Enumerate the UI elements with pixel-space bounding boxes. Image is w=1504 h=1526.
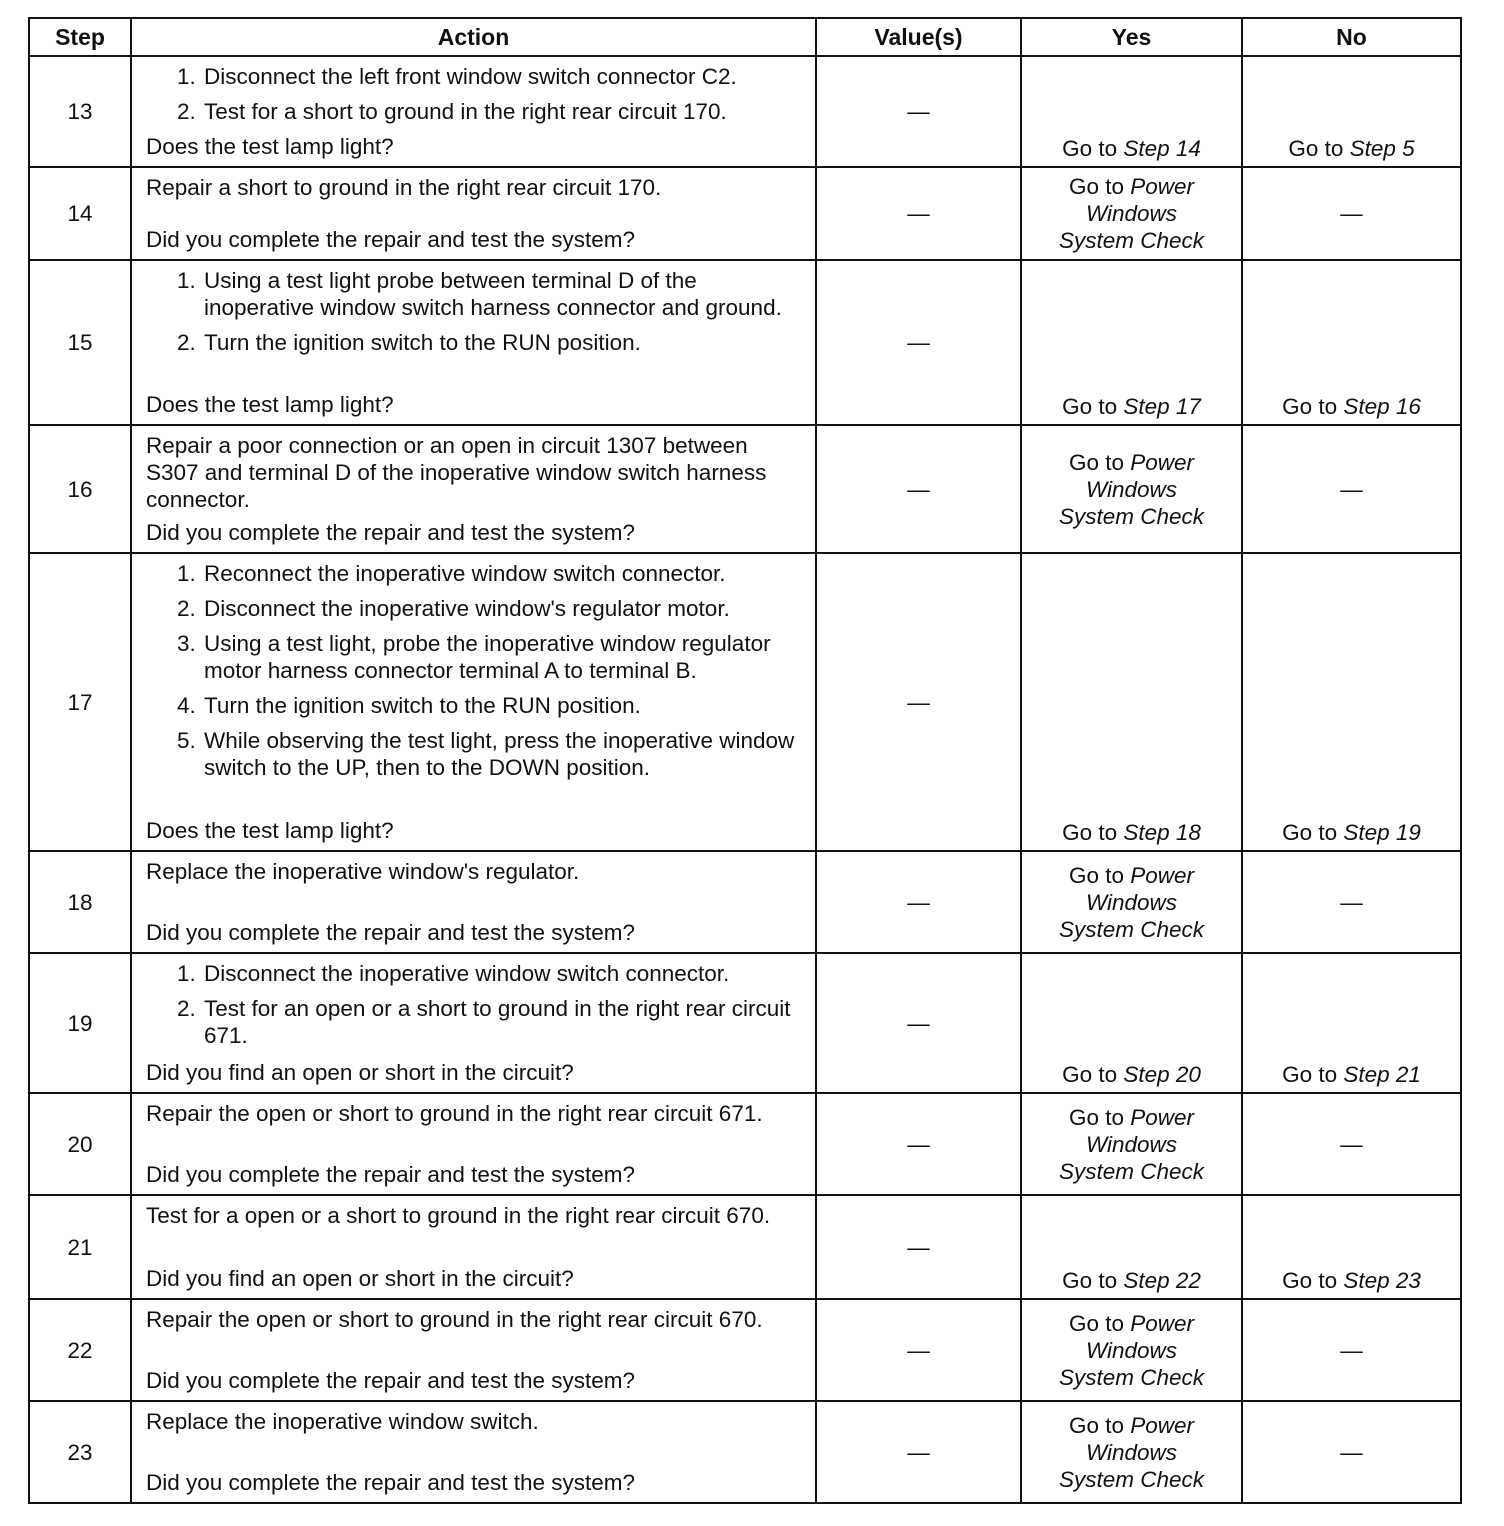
- no-cell: —: [1242, 851, 1461, 953]
- go-to-label: Go to: [1068, 1412, 1124, 1438]
- action-text: Replace the inoperative window switch.: [146, 1409, 539, 1434]
- no-reference: Step 21: [1343, 1062, 1421, 1087]
- table-row: [29, 56, 1461, 167]
- no-cell: —: [1242, 1093, 1461, 1195]
- step-number: 13: [29, 56, 131, 167]
- yes-cell: [1021, 953, 1242, 1093]
- no-reference: Step 5: [1349, 136, 1415, 161]
- action-cell: [131, 260, 816, 425]
- table-row: [29, 953, 1461, 1093]
- yes-cell: [1021, 56, 1242, 167]
- table-row: [29, 425, 1461, 553]
- action-header: Action: [131, 18, 816, 56]
- step-number: 14: [29, 167, 131, 260]
- yes-header: Yes: [1021, 18, 1242, 56]
- go-to-label: Go to: [1062, 1062, 1118, 1087]
- yes-cell: [1021, 851, 1242, 953]
- action-text: Repair a poor connection or an open in circuit 1307 between S307 and terminal D of the inoperative window switch harness connector.: [146, 433, 767, 512]
- action-question: Does the test lamp light?: [146, 818, 394, 843]
- action-step-item: 5. While observing the test light, press the inoperative window switch to the UP, then to the DOWN position.: [202, 727, 805, 781]
- action-cell: [131, 1299, 816, 1401]
- action-cell: [131, 1093, 816, 1195]
- no-cell: [1242, 1195, 1461, 1299]
- action-text: Replace the inoperative window's regulator.: [146, 859, 580, 884]
- value-cell: —: [816, 260, 1021, 425]
- value-cell: —: [816, 1401, 1021, 1503]
- action-question: Did you complete the repair and test the system?: [146, 1368, 636, 1393]
- action-cell: [131, 56, 816, 167]
- action-steps-list: [146, 63, 805, 125]
- step-number: 18: [29, 851, 131, 953]
- action-steps-list: [146, 267, 805, 356]
- action-step-item: 2. Turn the ignition switch to the RUN position.: [202, 329, 805, 356]
- step-number: 17: [29, 553, 131, 851]
- go-to-label: Go to: [1068, 174, 1124, 199]
- action-step-item: 1. Reconnect the inoperative window switch connector.: [202, 560, 805, 587]
- go-to-label: Go to: [1068, 862, 1124, 888]
- action-question: Did you complete the repair and test the system?: [146, 227, 636, 252]
- step-number: 20: [29, 1093, 131, 1195]
- action-step-item: 2. Test for a short to ground in the right rear circuit 170.: [202, 98, 805, 125]
- no-cell: —: [1242, 1299, 1461, 1401]
- diagnostic-table: [28, 17, 1462, 1504]
- go-to-label: Go to: [1282, 394, 1338, 419]
- yes-cell: [1021, 1299, 1242, 1401]
- table-row: [29, 1093, 1461, 1195]
- yes-reference: Power Windows System Check: [1058, 1310, 1205, 1390]
- yes-reference: Power Windows System Check: [1058, 1412, 1205, 1492]
- yes-reference: Power Windows System Check: [1058, 862, 1205, 942]
- action-step-item: 3. Using a test light, probe the inoperative window regulator motor harness connector terminal A to terminal B.: [202, 630, 805, 684]
- step-number: 16: [29, 425, 131, 553]
- go-to-label: Go to: [1288, 136, 1344, 161]
- action-cell: [131, 953, 816, 1093]
- value-cell: —: [816, 553, 1021, 851]
- yes-reference: Step 20: [1123, 1062, 1201, 1087]
- action-cell: [131, 851, 816, 953]
- table-row: [29, 1401, 1461, 1503]
- go-to-label: Go to: [1282, 820, 1338, 845]
- step-number: 19: [29, 953, 131, 1093]
- no-cell: [1242, 56, 1461, 167]
- yes-reference: Step 18: [1123, 820, 1201, 845]
- yes-reference: Power Windows System Check: [1058, 449, 1205, 529]
- action-step-item: 2. Test for an open or a short to ground in the right rear circuit 671.: [202, 995, 805, 1049]
- yes-reference: Step 22: [1123, 1268, 1201, 1293]
- yes-cell: [1021, 1401, 1242, 1503]
- no-cell: —: [1242, 425, 1461, 553]
- no-cell: —: [1242, 1401, 1461, 1503]
- yes-cell: [1021, 425, 1242, 553]
- step-number: 21: [29, 1195, 131, 1299]
- action-question: Did you complete the repair and test the system?: [146, 1470, 636, 1495]
- no-cell: —: [1242, 167, 1461, 260]
- yes-cell: [1021, 260, 1242, 425]
- action-question: Did you find an open or short in the circuit?: [146, 1266, 574, 1291]
- action-question: Did you complete the repair and test the system?: [146, 520, 636, 545]
- header-row: [29, 18, 1461, 56]
- action-steps-list: [146, 960, 805, 1049]
- action-question: Did you complete the repair and test the system?: [146, 920, 636, 945]
- step-number: 22: [29, 1299, 131, 1401]
- value-cell: —: [816, 953, 1021, 1093]
- go-to-label: Go to: [1062, 394, 1118, 419]
- yes-reference: Step 17: [1123, 394, 1201, 419]
- table-row: [29, 851, 1461, 953]
- go-to-label: Go to: [1282, 1062, 1338, 1087]
- table-row: [29, 167, 1461, 260]
- value-cell: —: [816, 851, 1021, 953]
- value-cell: —: [816, 1195, 1021, 1299]
- no-cell: [1242, 953, 1461, 1093]
- action-cell: [131, 167, 816, 260]
- action-step-item: 1. Disconnect the left front window switch connector C2.: [202, 63, 805, 90]
- step-number: 15: [29, 260, 131, 425]
- no-reference: Step 16: [1343, 394, 1421, 419]
- table-row: [29, 553, 1461, 851]
- action-text: Test for a open or a short to ground in the right rear circuit 670.: [146, 1203, 771, 1228]
- no-header: No: [1242, 18, 1461, 56]
- yes-reference: Step 14: [1123, 136, 1201, 161]
- action-steps-list: [146, 560, 805, 781]
- no-cell: [1242, 260, 1461, 425]
- step-header: Step: [29, 18, 131, 56]
- go-to-label: Go to: [1062, 1268, 1118, 1293]
- action-question: Does the test lamp light?: [146, 134, 394, 159]
- yes-cell: [1021, 1093, 1242, 1195]
- yes-reference: Power Windows System Check: [1058, 1104, 1205, 1184]
- action-question: Did you complete the repair and test the system?: [146, 1162, 636, 1187]
- action-text: Repair a short to ground in the right rear circuit 170.: [146, 175, 662, 200]
- action-cell: [131, 1401, 816, 1503]
- action-step-item: 1. Using a test light probe between terminal D of the inoperative window switch harness connector and ground.: [202, 267, 805, 321]
- action-text: Repair the open or short to ground in the right rear circuit 670.: [146, 1307, 763, 1332]
- action-cell: [131, 553, 816, 851]
- value-cell: —: [816, 1093, 1021, 1195]
- go-to-label: Go to: [1062, 820, 1118, 845]
- no-cell: [1242, 553, 1461, 851]
- table-row: [29, 260, 1461, 425]
- value-cell: —: [816, 1299, 1021, 1401]
- action-text: Repair the open or short to ground in the right rear circuit 671.: [146, 1101, 763, 1126]
- value-cell: —: [816, 56, 1021, 167]
- no-reference: Step 19: [1343, 820, 1421, 845]
- action-question: Did you find an open or short in the circuit?: [146, 1060, 574, 1085]
- action-cell: [131, 425, 816, 553]
- action-step-item: 1. Disconnect the inoperative window switch connector.: [202, 960, 805, 987]
- action-question: Does the test lamp light?: [146, 392, 394, 417]
- table-row: [29, 1299, 1461, 1401]
- value-cell: —: [816, 425, 1021, 553]
- yes-cell: [1021, 1195, 1242, 1299]
- action-step-item: 4. Turn the ignition switch to the RUN position.: [202, 692, 805, 719]
- yes-cell: [1021, 553, 1242, 851]
- values-header: Value(s): [816, 18, 1021, 56]
- no-reference: Step 23: [1343, 1268, 1421, 1293]
- step-number: 23: [29, 1401, 131, 1503]
- action-cell: [131, 1195, 816, 1299]
- value-cell: —: [816, 167, 1021, 260]
- yes-cell: [1021, 167, 1242, 260]
- go-to-label: Go to: [1282, 1268, 1338, 1293]
- go-to-label: Go to: [1068, 449, 1124, 475]
- action-step-item: 2. Disconnect the inoperative window's regulator motor.: [202, 595, 805, 622]
- go-to-label: Go to: [1062, 136, 1118, 161]
- go-to-label: Go to: [1068, 1310, 1124, 1336]
- go-to-label: Go to: [1068, 1104, 1124, 1130]
- yes-reference: Power Windows System Check: [1058, 174, 1205, 253]
- table-row: [29, 1195, 1461, 1299]
